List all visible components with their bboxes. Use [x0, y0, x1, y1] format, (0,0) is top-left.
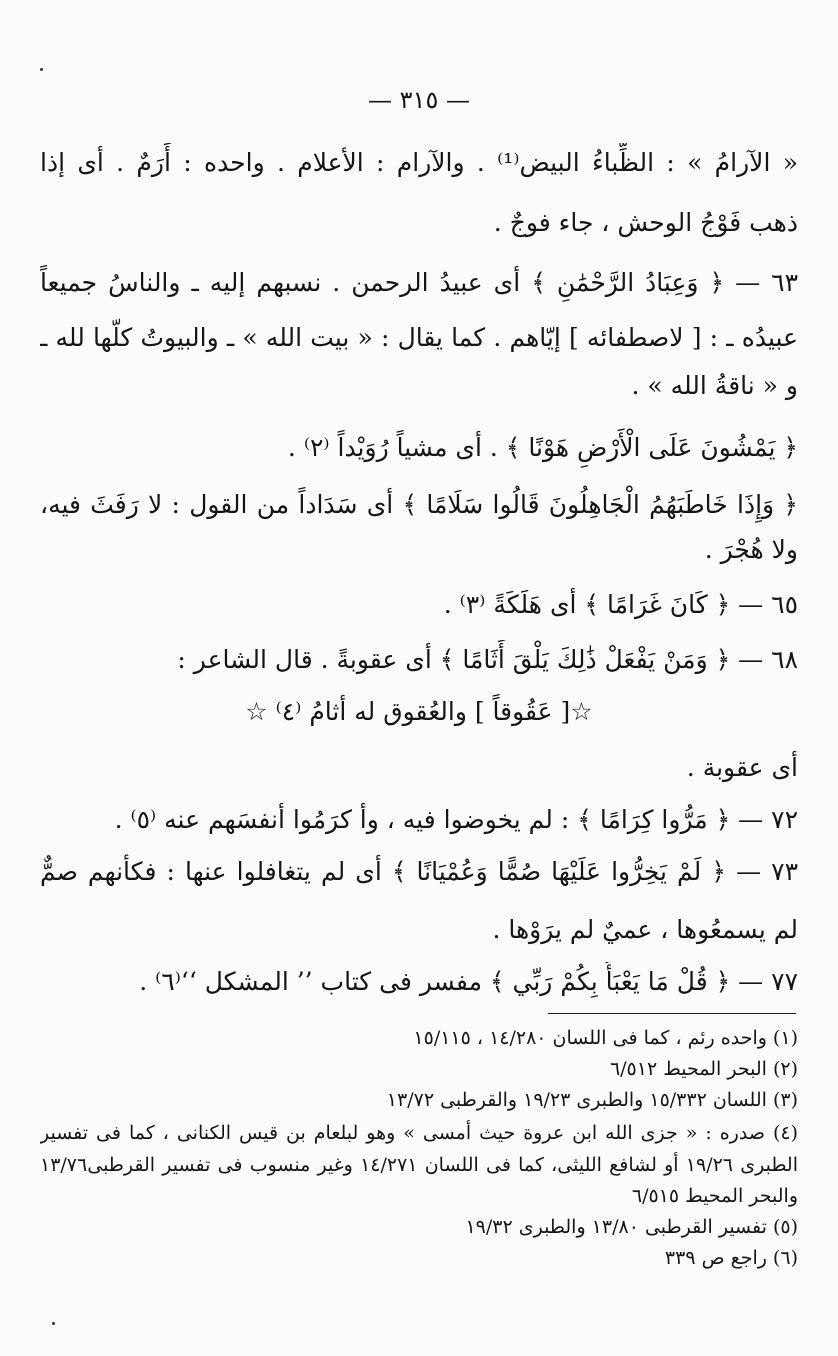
footnote-2: (٢) البحر المحيط ٦/٥١٢: [609, 1058, 798, 1080]
body-line-1: « الآرامُ » : الظِّباءُ البيض⁽¹⁾ . والآرام : الأعلام . واحده : أَرَمٌ . أى إذا: [40, 148, 798, 177]
footnote-4: (٤) صدره : « جزى الله ابن عروة حيث أمسى » وهو لبلعام بن قيس الكنانى ، كما فى تفسير: [40, 1122, 798, 1144]
body-line-12: أى عقوبة .: [686, 753, 798, 782]
verse-63-line: ٦٣ — ﴿ وَعِبَادُ الرَّحْمَٰنِ ﴾ أى عبيدُ الرحمن . نسبهم إليه ـ والناسُ جميعاً: [40, 268, 798, 297]
footnote-5: (٥) تفسير القرطبى ١٣/٨٠ والطبرى ١٩/٣٢: [465, 1216, 798, 1238]
footnote-4-end: والبحر المحيط ٦/٥١٥: [631, 1185, 798, 1207]
verse-73-line: ٧٣ — ﴿ لَمْ يَخِرُّوا عَلَيْهَا صُمًّا وَعُمْيَانًا ﴾ أى لم يتغافلوا عنها : فكأنهم صمٌّ: [40, 857, 798, 886]
body-line-15: لم يسمعُوها ، عميٌ لم يرَوْها .: [492, 915, 798, 944]
footnote-1: (١) واحده رئم ، كما فى اللسان ١٤/٢٨٠ ، ١٥/١١٥: [413, 1027, 798, 1049]
footnote-3: (٣) اللسان ١٥/٣٣٢ والطبرى ١٩/٢٣ والقرطبى ١٣/٧٢: [386, 1089, 798, 1111]
verse-65-line: ٦٥ — ﴿ كَانَ غَرَامًا ﴾ أى هَلَكَةً ⁽٣⁾ .: [443, 590, 798, 619]
verse-77-line: ٧٧ — ﴿ قُلْ مَا يَعْبَأُ بِكُمْ رَبِّي ﴾ مفسر فى كتاب ’’ المشكل ‘‘⁽٦⁾ .: [139, 967, 798, 996]
body-line-7: ﴿ وَإِذَا خَاطَبَهُمُ الْجَاهِلُونَ قَالُوا سَلَامًا ﴾ أى سَدَاداً من القول : لا رَفَثَ فيه،: [40, 490, 798, 519]
body-line-4: عبيدُه ـ : [ لاصطفائه ] إيّاهم . كما يقال : « بيت الله » ـ والبيوتُ كلّها لله ـ: [40, 323, 798, 352]
verse-72-line: ٧٢ — ﴿ مَرُّوا كِرَامًا ﴾ : لم يخوضوا فيه ، وأ كرَمُوا أنفسَهم عنه ⁽٥⁾ .: [114, 805, 798, 834]
body-line-5: و « ناقةُ الله » .: [631, 371, 798, 400]
footnote-separator: [548, 1013, 796, 1014]
scan-speck: [40, 68, 43, 71]
verse-68-line: ٦٨ — ﴿ وَمَنْ يَفْعَلْ ذَٰلِكَ يَلْقَ أَثَامًا ﴾ أى عقوبةً . قال الشاعر :: [177, 645, 798, 674]
poetry-hemistich: ☆[ عَقُوقاً ] والعُقوق له أثامُ ⁽٤⁾ ☆: [245, 697, 593, 726]
scan-speck: [52, 1322, 55, 1325]
footnote-4-continued: الطبرى ١٩/٢٦ أو لشافع الليثى، كما فى اللسان ١٤/٢٧١ وغير منسوب فى تفسير القرطبى١٣/٧٦: [40, 1154, 798, 1176]
footnote-6: (٦) راجع ص ٣٣٩: [664, 1247, 798, 1269]
body-line-6: ﴿ يَمْشُونَ عَلَى الْأَرْضِ هَوْنًا ﴾ . أى مشياً رُوَيْداً ⁽٢⁾ .: [287, 433, 798, 462]
body-line-8: ولا هُجْرَ .: [704, 535, 798, 564]
page-number: — ٣١٥ —: [368, 86, 470, 114]
body-line-2: ذهب فَوْجُ الوحش ، جاء فوجٌ .: [493, 208, 798, 237]
